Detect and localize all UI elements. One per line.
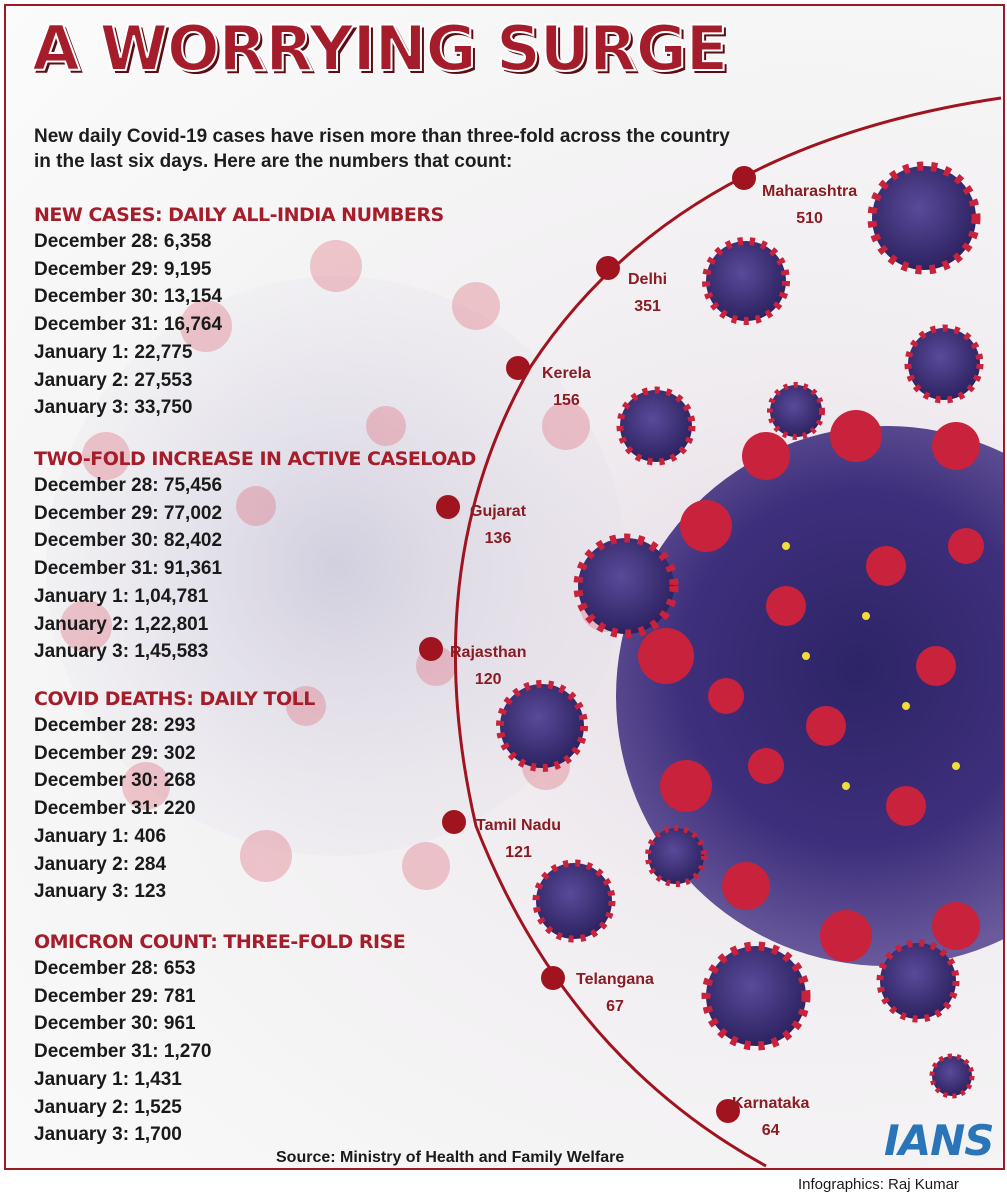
list-item: December 31: 1,270	[34, 1041, 212, 1063]
state-name: Kerela	[542, 365, 591, 382]
state-name: Delhi	[628, 271, 668, 288]
section-new-cases	[34, 202, 474, 422]
state-count: 510	[796, 210, 823, 227]
list-item: January 2: 27,553	[34, 369, 193, 391]
state-count: 67	[606, 998, 624, 1015]
list-item: December 30: 961	[34, 1013, 196, 1035]
state-label-delhi	[628, 266, 667, 320]
state-label-karnataka	[732, 1090, 809, 1144]
list-item: December 29: 9,195	[34, 258, 212, 280]
list-item: December 29: 302	[34, 742, 196, 764]
state-label-maharashtra	[762, 178, 857, 232]
list-item: January 3: 1,45,583	[34, 641, 209, 663]
list-item: December 29: 781	[34, 985, 196, 1007]
section-title: NEW CASES: DAILY ALL-INDIA NUMBERS	[34, 204, 444, 226]
state-label-kerela	[542, 360, 591, 414]
list-item: December 31: 91,361	[34, 558, 223, 580]
marker-dot	[436, 495, 460, 519]
state-name: Tamil Nadu	[476, 817, 562, 834]
list-item: January 3: 123	[34, 881, 167, 903]
list-item: December 31: 16,764	[34, 314, 223, 336]
infographic-credit: Infographics: Raj Kumar	[798, 1176, 959, 1193]
list-item: December 31: 220	[34, 798, 196, 820]
section-title: OMICRON COUNT: THREE-FOLD RISE	[34, 931, 406, 953]
page-title: A WORRYING SURGE	[32, 12, 728, 85]
state-count: 64	[761, 1122, 780, 1139]
list-item: January 1: 22,775	[34, 341, 193, 363]
state-label-gujarat	[470, 498, 526, 552]
list-item: January 1: 406	[34, 825, 167, 847]
marker-dot	[596, 256, 620, 280]
list-item: January 3: 33,750	[34, 397, 193, 419]
list-item: January 2: 284	[34, 853, 167, 875]
marker-dot	[506, 356, 530, 380]
section-title: COVID DEATHS: DAILY TOLL	[34, 688, 315, 710]
list-item: December 28: 75,456	[34, 475, 223, 496]
state-count: 121	[505, 844, 532, 861]
section-omicron-count	[34, 929, 474, 1149]
state-count: 156	[553, 392, 580, 409]
list-item: December 30: 82,402	[34, 530, 223, 552]
source-note: Source: Ministry of Health and Family Welfare	[276, 1149, 625, 1166]
state-label-telangana	[576, 966, 654, 1020]
section-active-caseload	[34, 446, 474, 666]
list-item: January 3: 1,700	[34, 1124, 182, 1146]
marker-dot	[442, 810, 466, 834]
list-item: December 28: 653	[34, 958, 196, 979]
list-item: January 2: 1,22,801	[34, 613, 209, 635]
list-item: January 1: 1,04,781	[34, 585, 209, 607]
infographic-frame	[4, 4, 1005, 1170]
state-name: Gujarat	[470, 503, 527, 520]
marker-dot	[541, 966, 565, 990]
list-item: January 1: 1,431	[34, 1068, 182, 1090]
list-item: December 30: 13,154	[34, 286, 223, 308]
list-item: January 2: 1,525	[34, 1096, 182, 1118]
state-count: 351	[634, 298, 661, 315]
list-item: December 29: 77,002	[34, 502, 223, 524]
state-name: Rajasthan	[450, 644, 527, 661]
section-covid-deaths	[34, 686, 474, 906]
state-label-rajasthan	[450, 639, 526, 693]
list-item: December 28: 6,358	[34, 231, 212, 252]
intro-text: New daily Covid-19 cases have risen more than three-fold across the country in the last six days. Here are the numbers that count:	[34, 126, 730, 172]
state-label-tamil-nadu	[476, 812, 561, 866]
state-name: Karnataka	[732, 1095, 810, 1112]
state-count: 120	[474, 671, 502, 688]
section-title: TWO-FOLD INCREASE IN ACTIVE CASELOAD	[34, 448, 476, 470]
ians-logo: IANS	[884, 1116, 994, 1165]
list-item: December 30: 268	[34, 770, 196, 792]
marker-dot	[732, 166, 756, 190]
list-item: December 28: 293	[34, 715, 196, 736]
marker-dot	[419, 637, 443, 661]
state-name: Telangana	[576, 971, 654, 988]
state-count: 136	[484, 530, 512, 547]
state-name: Maharashtra	[762, 183, 858, 200]
